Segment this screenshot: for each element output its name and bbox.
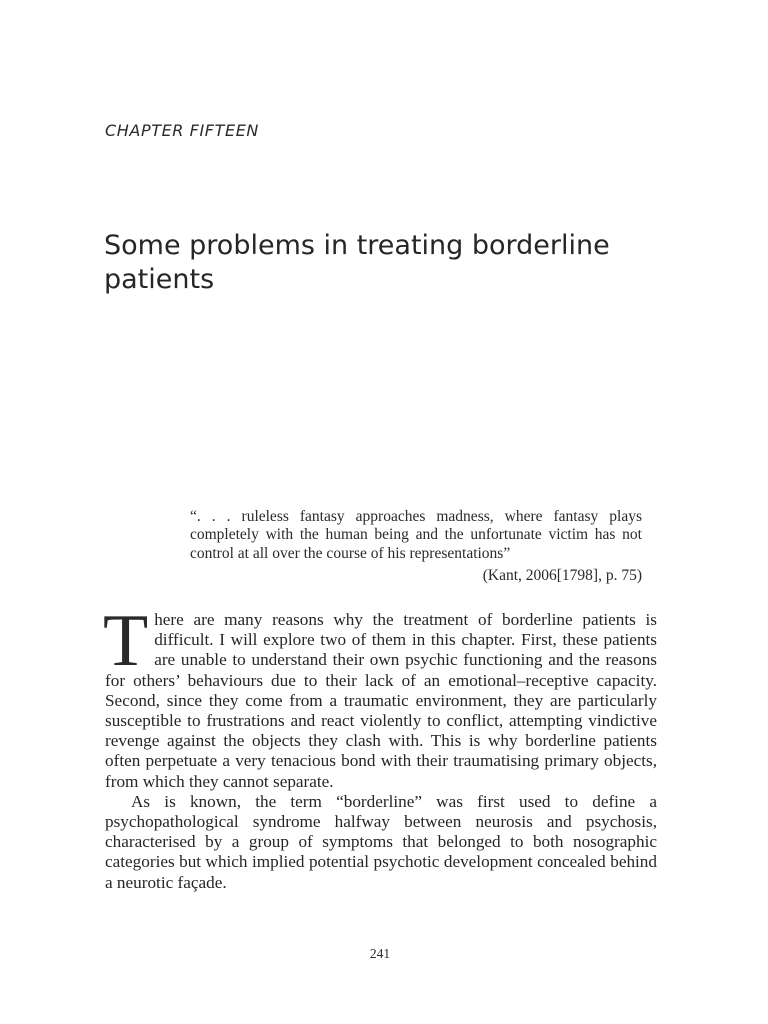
paragraph-2: As is known, the term “borderline” was first used to define a psychopathological syndrome halfway between neurosis and psychosis, characterised by a group of symptoms that belonged to both nosographic categories but which implied potential psychotic development concealed behind a neurotic façade.: [105, 791, 657, 892]
chapter-title: Some problems in treating borderline patients: [104, 230, 610, 295]
page-number: 241: [369, 946, 391, 961]
drop-cap: T: [103, 600, 149, 682]
chapter-label: CHAPTER FIFTEEN: [105, 121, 259, 140]
paragraph-1-text: here are many reasons why the treatment of borderline patients is difficult. I will explore two of them in this chapter. First, these patients are unable to understand their own psychic functioning and the reasons for others’ behaviours due to their lack of an emotional–receptive capacity. Second, since they come from a traumatic environment, they are particularly susceptible to frustrations and react violently to conflict, attempting vindictive revenge against the objects they clash with. This is why borderline patients often perpetuate a very tenacious bond with their traumatising primary objects, from which they cannot separate.: [105, 610, 657, 791]
epigraph-quote: “. . . ruleless fantasy approaches madness, where fantasy plays completely with the human being and the unfortunate victim has not control at all over the course of his representations”: [190, 508, 642, 562]
epigraph: [190, 508, 642, 586]
paragraph-1: [103, 600, 657, 792]
epigraph-source: (Kant, 2006[1798], p. 75): [482, 567, 642, 585]
body-text: [103, 600, 657, 893]
